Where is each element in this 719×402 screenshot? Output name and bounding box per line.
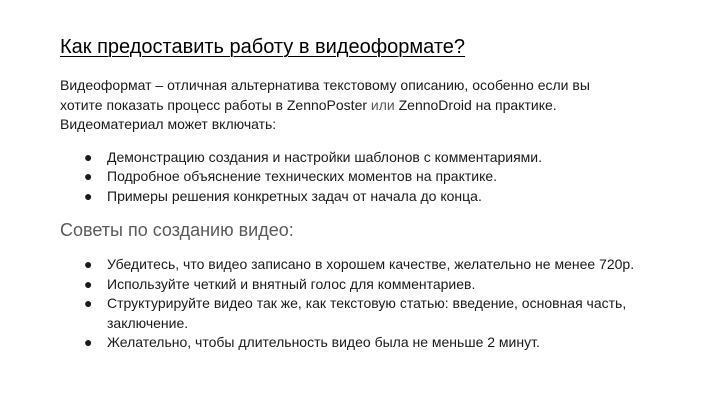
content-list [60, 148, 700, 207]
list-item [60, 294, 667, 333]
bullet-icon: ● [84, 256, 93, 272]
list-item-text: Структурируйте видео так же, как текстовую статью: введение, основная часть, заключение. [107, 295, 627, 331]
list-item [60, 255, 667, 275]
list-item [60, 148, 667, 168]
tips-list [60, 255, 700, 353]
intro-text-part1: Видеоформат – отличная альтернатива текстовому описанию, особенно если вы хотите показать процесс работы в ZennoPoster [60, 77, 590, 113]
bullet-icon: ● [84, 275, 93, 292]
list-item [60, 187, 667, 207]
document-body [60, 34, 700, 353]
intro-text-part2: ZennoDroid на практике. Видеоматериал может включать: [60, 96, 557, 132]
list-item-text: Подробное объяснение технических моментов на практике. [107, 168, 498, 184]
list-item-text: Демонстрацию создания и настройки шаблонов с комментариями. [107, 148, 543, 165]
bullet-icon: ● [84, 295, 93, 311]
list-item [60, 333, 667, 353]
bullet-icon: ● [84, 168, 93, 184]
list-item-text: Примеры решения конкретных задач от начала до конца. [107, 187, 482, 204]
list-item [60, 167, 667, 187]
bullet-icon: ● [84, 334, 93, 350]
list-item-text: Убедитесь, что видео записано в хорошем качестве, желательно не менее 720p. [107, 256, 635, 272]
list-item-text: Желательно, чтобы длительность видео была не меньше 2 минут. [107, 334, 540, 350]
list-item-text: Используйте четкий и внятный голос для комментариев. [107, 275, 476, 292]
intro-or-word: или [370, 96, 395, 113]
list-item [60, 275, 667, 295]
bullet-icon: ● [84, 187, 93, 204]
bullet-icon: ● [84, 148, 93, 165]
intro-paragraph [60, 76, 635, 135]
section-subtitle: Советы по созданию видео: [60, 220, 294, 240]
page-title: Как предоставить работу в видеоформате? [60, 36, 466, 58]
